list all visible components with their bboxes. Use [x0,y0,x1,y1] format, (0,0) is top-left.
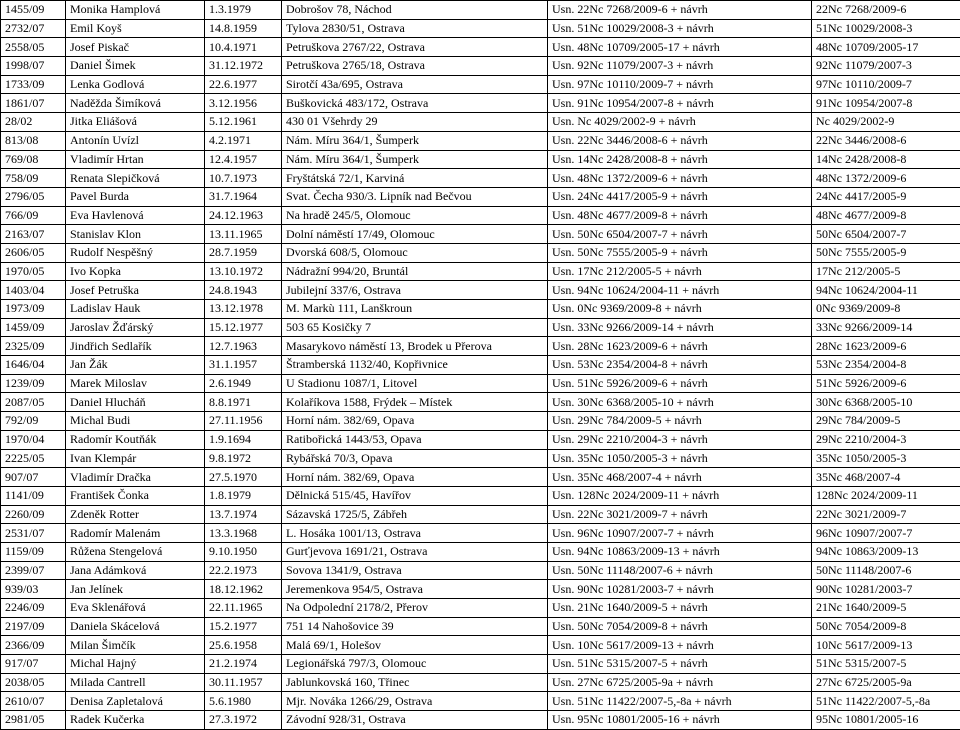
cell-address: Nádražní 994/20, Bruntál [282,262,548,281]
cell-file-reference: 17Nc 212/2005-5 [812,262,960,281]
cell-birth-date: 18.12.1962 [205,580,282,599]
cell-birth-date: 22.2.1973 [205,561,282,580]
cell-birth-date: 27.11.1956 [205,412,282,431]
cell-name: Michal Budi [66,412,205,431]
cell-address: Sovova 1341/9, Ostrava [282,561,548,580]
cell-file-reference: 35Nc 468/2007-4 [812,468,960,487]
cell-name: Vladimír Dračka [66,468,205,487]
cell-name: Zdeněk Rotter [66,505,205,524]
cell-name: Josef Piskač [66,38,205,57]
cell-resolution: Usn. 51Nc 5926/2009-6 + návrh [548,374,812,393]
cell-address: Dolní náměstí 17/49, Olomouc [282,225,548,244]
cell-birth-date: 27.3.1972 [205,711,282,730]
cell-birth-date: 15.2.1977 [205,617,282,636]
cell-resolution: Usn. 22Nc 7268/2009-6 + návrh [548,1,812,20]
cell-name: Josef Petruška [66,281,205,300]
table-row [1,655,960,674]
cell-file-reference: 22Nc 3021/2009-7 [812,505,960,524]
cell-file-reference: 96Nc 10907/2007-7 [812,524,960,543]
cell-case-number: 1998/07 [1,57,66,76]
cell-name: Naděžda Šimíková [66,94,205,113]
cell-resolution: Usn. 51Nc 5315/2007-5 + návrh [548,655,812,674]
cell-resolution: Usn. 22Nc 3021/2009-7 + návrh [548,505,812,524]
table-row [1,599,960,618]
cell-address: Na Odpolední 2178/2, Přerov [282,599,548,618]
cell-case-number: 2366/09 [1,636,66,655]
cell-address: Legionářská 797/3, Olomouc [282,655,548,674]
cell-case-number: 1970/04 [1,430,66,449]
cell-address: U Stadionu 1087/1, Litovel [282,374,548,393]
table-row [1,430,960,449]
cell-birth-date: 31.1.1957 [205,356,282,375]
cell-name: Daniel Šimek [66,57,205,76]
cell-birth-date: 12.4.1957 [205,150,282,169]
cell-birth-date: 31.12.1972 [205,57,282,76]
cell-name: Rudolf Nespěšný [66,243,205,262]
cell-resolution: Usn. 94Nc 10624/2004-11 + návrh [548,281,812,300]
cell-name: Jaroslav Žďárský [66,318,205,337]
cell-case-number: 1646/04 [1,356,66,375]
cell-address: 751 14 Nahošovice 39 [282,617,548,636]
cell-file-reference: 10Nc 5617/2009-13 [812,636,960,655]
cell-birth-date: 28.7.1959 [205,243,282,262]
cell-case-number: 917/07 [1,655,66,674]
cell-birth-date: 25.6.1958 [205,636,282,655]
cell-case-number: 758/09 [1,169,66,188]
cell-birth-date: 10.4.1971 [205,38,282,57]
cell-case-number: 813/08 [1,131,66,150]
cell-address: Závodní 928/31, Ostrava [282,711,548,730]
cell-file-reference: Nc 4029/2002-9 [812,113,960,132]
table-row [1,206,960,225]
cell-resolution: Usn. 128Nc 2024/2009-11 + návrh [548,486,812,505]
table-row [1,393,960,412]
cell-birth-date: 1.8.1979 [205,486,282,505]
table-row [1,57,960,76]
cell-case-number: 1459/09 [1,318,66,337]
cell-case-number: 769/08 [1,150,66,169]
cell-name: Emil Koyš [66,19,205,38]
cell-resolution: Usn. 91Nc 10954/2007-8 + návrh [548,94,812,113]
table-row [1,150,960,169]
cell-name: Radomír Malenám [66,524,205,543]
cell-resolution: Usn. 10Nc 5617/2009-13 + návrh [548,636,812,655]
cell-resolution: Usn. 35Nc 1050/2005-3 + návrh [548,449,812,468]
cell-file-reference: 27Nc 6725/2005-9a [812,673,960,692]
cell-case-number: 2981/05 [1,711,66,730]
cell-case-number: 1239/09 [1,374,66,393]
cell-case-number: 1455/09 [1,1,66,20]
cell-case-number: 2246/09 [1,599,66,618]
cell-resolution: Usn. 48Nc 10709/2005-17 + návrh [548,38,812,57]
cell-file-reference: 22Nc 7268/2009-6 [812,1,960,20]
cell-case-number: 2531/07 [1,524,66,543]
cell-name: Jitka Eliášová [66,113,205,132]
cell-name: Radek Kučerka [66,711,205,730]
cell-resolution: Usn. 48Nc 1372/2009-6 + návrh [548,169,812,188]
cell-birth-date: 2.6.1949 [205,374,282,393]
cell-case-number: 2796/05 [1,187,66,206]
cell-case-number: 2558/05 [1,38,66,57]
cell-file-reference: 51Nc 10029/2008-3 [812,19,960,38]
table-row [1,19,960,38]
cell-address: Rybářská 70/3, Opava [282,449,548,468]
table-row [1,449,960,468]
cell-address: Sirotčí 43a/695, Ostrava [282,75,548,94]
cell-resolution: Usn. 53Nc 2354/2004-8 + návrh [548,356,812,375]
table-row [1,673,960,692]
cell-address: Petruškova 2767/22, Ostrava [282,38,548,57]
table-row [1,262,960,281]
table-row [1,38,960,57]
cell-resolution: Usn. 21Nc 1640/2009-5 + návrh [548,599,812,618]
cell-birth-date: 24.8.1943 [205,281,282,300]
table-row [1,505,960,524]
cell-birth-date: 22.6.1977 [205,75,282,94]
cell-name: Stanislav Klon [66,225,205,244]
table-row [1,281,960,300]
cell-file-reference: 50Nc 11148/2007-6 [812,561,960,580]
table-row [1,486,960,505]
cell-file-reference: 33Nc 9266/2009-14 [812,318,960,337]
cell-address: Dělnická 515/45, Havířov [282,486,548,505]
table-row [1,300,960,319]
cell-file-reference: 91Nc 10954/2007-8 [812,94,960,113]
cell-address: Nám. Míru 364/1, Šumperk [282,131,548,150]
cell-name: František Čonka [66,486,205,505]
cell-resolution: Usn. 27Nc 6725/2005-9a + návrh [548,673,812,692]
cell-birth-date: 8.8.1971 [205,393,282,412]
cell-file-reference: 35Nc 1050/2005-3 [812,449,960,468]
cell-address: Mjr. Nováka 1266/29, Ostrava [282,692,548,711]
table-row [1,542,960,561]
cell-name: Růžena Stengelová [66,542,205,561]
cell-birth-date: 13.11.1965 [205,225,282,244]
cell-address: Horní nám. 382/69, Opava [282,412,548,431]
cell-birth-date: 10.7.1973 [205,169,282,188]
cell-name: Michal Hajný [66,655,205,674]
cell-address: Buškovická 483/172, Ostrava [282,94,548,113]
cell-file-reference: 90Nc 10281/2003-7 [812,580,960,599]
cell-resolution: Usn. 92Nc 11079/2007-3 + návrh [548,57,812,76]
cell-case-number: 939/03 [1,580,66,599]
cell-case-number: 766/09 [1,206,66,225]
cell-address: Štramberská 1132/40, Kopřivnice [282,356,548,375]
cell-resolution: Usn. 29Nc 2210/2004-3 + návrh [548,430,812,449]
cell-name: Pavel Burda [66,187,205,206]
table-row [1,468,960,487]
cell-address: Dobrošov 78, Náchod [282,1,548,20]
cell-resolution: Usn. 90Nc 10281/2003-7 + návrh [548,580,812,599]
cell-file-reference: 30Nc 6368/2005-10 [812,393,960,412]
cell-birth-date: 30.11.1957 [205,673,282,692]
cell-resolution: Usn. 24Nc 4417/2005-9 + návrh [548,187,812,206]
cell-address: Sázavská 1725/5, Zábřeh [282,505,548,524]
cell-file-reference: 51Nc 5315/2007-5 [812,655,960,674]
cell-resolution: Usn. 17Nc 212/2005-5 + návrh [548,262,812,281]
cell-case-number: 1141/09 [1,486,66,505]
cell-file-reference: 50Nc 7555/2005-9 [812,243,960,262]
table-row [1,187,960,206]
table-row [1,113,960,132]
cell-resolution: Usn. 28Nc 1623/2009-6 + návrh [548,337,812,356]
cell-case-number: 2260/09 [1,505,66,524]
table-row [1,524,960,543]
cell-file-reference: 128Nc 2024/2009-11 [812,486,960,505]
table-row [1,412,960,431]
cell-name: Eva Havlenová [66,206,205,225]
table-row [1,337,960,356]
cell-file-reference: 29Nc 784/2009-5 [812,412,960,431]
table-row [1,169,960,188]
cell-case-number: 1970/05 [1,262,66,281]
cell-name: Eva Sklenářová [66,599,205,618]
cell-address: Kolaříkova 1588, Frýdek – Místek [282,393,548,412]
cell-address: Svat. Čecha 930/3. Lipník nad Bečvou [282,187,548,206]
cell-resolution: Usn. 51Nc 10029/2008-3 + návrh [548,19,812,38]
cell-resolution: Usn. 94Nc 10863/2009-13 + návrh [548,542,812,561]
cell-file-reference: 14Nc 2428/2008-8 [812,150,960,169]
cell-address: M. Markù 111, Lanškroun [282,300,548,319]
cell-name: Renata Slepičková [66,169,205,188]
cell-file-reference: 97Nc 10110/2009-7 [812,75,960,94]
cell-birth-date: 5.12.1961 [205,113,282,132]
table-row [1,356,960,375]
cell-file-reference: 94Nc 10863/2009-13 [812,542,960,561]
cell-address: 430 01 Všehrdy 29 [282,113,548,132]
table-row [1,1,960,20]
cell-case-number: 2087/05 [1,393,66,412]
cell-address: Horní nám. 382/69, Opava [282,468,548,487]
cell-resolution: Usn. 14Nc 2428/2008-8 + návrh [548,150,812,169]
cell-name: Denisa Zapletalová [66,692,205,711]
cell-resolution: Usn. Nc 4029/2002-9 + návrh [548,113,812,132]
cell-name: Jan Jelínek [66,580,205,599]
cell-birth-date: 13.7.1974 [205,505,282,524]
cell-case-number: 28/02 [1,113,66,132]
cell-file-reference: 48Nc 1372/2009-6 [812,169,960,188]
cell-case-number: 2606/05 [1,243,66,262]
cell-file-reference: 92Nc 11079/2007-3 [812,57,960,76]
cell-name: Ivan Klempár [66,449,205,468]
cell-case-number: 2038/05 [1,673,66,692]
cell-file-reference: 94Nc 10624/2004-11 [812,281,960,300]
table-row [1,561,960,580]
cell-case-number: 2399/07 [1,561,66,580]
cell-case-number: 2325/09 [1,337,66,356]
cell-address: Na hradě 245/5, Olomouc [282,206,548,225]
cell-address: Malá 69/1, Holešov [282,636,548,655]
cell-birth-date: 15.12.1977 [205,318,282,337]
cell-address: Nám. Míru 364/1, Šumperk [282,150,548,169]
cell-name: Milada Cantrell [66,673,205,692]
cell-resolution: Usn. 0Nc 9369/2009-8 + návrh [548,300,812,319]
cell-resolution: Usn. 33Nc 9266/2009-14 + návrh [548,318,812,337]
cell-name: Milan Šimčík [66,636,205,655]
cell-resolution: Usn. 96Nc 10907/2007-7 + návrh [548,524,812,543]
cell-resolution: Usn. 35Nc 468/2007-4 + návrh [548,468,812,487]
cell-file-reference: 51Nc 5926/2009-6 [812,374,960,393]
table-row [1,692,960,711]
cell-case-number: 1733/09 [1,75,66,94]
cell-address: L. Hosáka 1001/13, Ostrava [282,524,548,543]
cell-address: Gurťjevova 1691/21, Ostrava [282,542,548,561]
cell-birth-date: 9.8.1972 [205,449,282,468]
cell-name: Jana Adámková [66,561,205,580]
cell-birth-date: 13.12.1978 [205,300,282,319]
cell-address: Jubilejní 337/6, Ostrava [282,281,548,300]
table-row [1,374,960,393]
cell-birth-date: 22.11.1965 [205,599,282,618]
cell-birth-date: 13.10.1972 [205,262,282,281]
cell-birth-date: 24.12.1963 [205,206,282,225]
cell-birth-date: 1.3.1979 [205,1,282,20]
cell-birth-date: 3.12.1956 [205,94,282,113]
table-row [1,131,960,150]
cell-name: Ivo Kopka [66,262,205,281]
cell-name: Antonín Uvízl [66,131,205,150]
cell-birth-date: 1.9.1694 [205,430,282,449]
table-row [1,711,960,730]
cell-address: Fryštátská 72/1, Karviná [282,169,548,188]
cell-address: Ratibořická 1443/53, Opava [282,430,548,449]
cell-case-number: 2197/09 [1,617,66,636]
cell-file-reference: 48Nc 10709/2005-17 [812,38,960,57]
cell-file-reference: 95Nc 10801/2005-16 [812,711,960,730]
cell-resolution: Usn. 95Nc 10801/2005-16 + návrh [548,711,812,730]
cell-address: 503 65 Kosičky 7 [282,318,548,337]
cell-case-number: 2732/07 [1,19,66,38]
cell-address: Tylova 2830/51, Ostrava [282,19,548,38]
cell-birth-date: 12.7.1963 [205,337,282,356]
cell-resolution: Usn. 51Nc 11422/2007-5,-8a + návrh [548,692,812,711]
cell-file-reference: 0Nc 9369/2009-8 [812,300,960,319]
cell-file-reference: 28Nc 1623/2009-6 [812,337,960,356]
cell-resolution: Usn. 50Nc 6504/2007-7 + návrh [548,225,812,244]
cell-case-number: 1403/04 [1,281,66,300]
cell-name: Monika Hamplová [66,1,205,20]
cell-file-reference: 50Nc 7054/2009-8 [812,617,960,636]
cell-birth-date: 14.8.1959 [205,19,282,38]
cell-name: Marek Miloslav [66,374,205,393]
cell-file-reference: 48Nc 4677/2009-8 [812,206,960,225]
cell-case-number: 907/07 [1,468,66,487]
cell-file-reference: 50Nc 6504/2007-7 [812,225,960,244]
table-row [1,580,960,599]
cell-case-number: 2225/05 [1,449,66,468]
cell-resolution: Usn. 22Nc 3446/2008-6 + návrh [548,131,812,150]
cell-resolution: Usn. 48Nc 4677/2009-8 + návrh [548,206,812,225]
cell-case-number: 2610/07 [1,692,66,711]
cell-case-number: 1973/09 [1,300,66,319]
cell-birth-date: 13.3.1968 [205,524,282,543]
table-row [1,75,960,94]
cell-case-number: 1861/07 [1,94,66,113]
cell-name: Daniela Skácelová [66,617,205,636]
cell-birth-date: 4.2.1971 [205,131,282,150]
cell-case-number: 2163/07 [1,225,66,244]
table-row [1,243,960,262]
cell-resolution: Usn. 97Nc 10110/2009-7 + návrh [548,75,812,94]
cell-name: Ladislav Hauk [66,300,205,319]
cell-file-reference: 29Nc 2210/2004-3 [812,430,960,449]
cell-birth-date: 21.2.1974 [205,655,282,674]
cell-name: Lenka Godlová [66,75,205,94]
cell-name: Daniel Hlucháň [66,393,205,412]
table-row [1,636,960,655]
cell-case-number: 792/09 [1,412,66,431]
cell-name: Jan Žák [66,356,205,375]
cell-birth-date: 27.5.1970 [205,468,282,487]
cell-file-reference: 22Nc 3446/2008-6 [812,131,960,150]
cell-address: Petruškova 2765/18, Ostrava [282,57,548,76]
cell-name: Jindřich Sedlařík [66,337,205,356]
cell-file-reference: 21Nc 1640/2009-5 [812,599,960,618]
cell-resolution: Usn. 50Nc 11148/2007-6 + návrh [548,561,812,580]
cell-resolution: Usn. 29Nc 784/2009-5 + návrh [548,412,812,431]
cell-address: Jeremenkova 954/5, Ostrava [282,580,548,599]
cell-resolution: Usn. 50Nc 7054/2009-8 + návrh [548,617,812,636]
table-row [1,94,960,113]
cell-name: Radomír Koutňák [66,430,205,449]
cell-address: Masarykovo náměstí 13, Brodek u Přerova [282,337,548,356]
table-row [1,225,960,244]
cell-birth-date: 9.10.1950 [205,542,282,561]
cell-case-number: 1159/09 [1,542,66,561]
table-row [1,318,960,337]
cell-resolution: Usn. 50Nc 7555/2005-9 + návrh [548,243,812,262]
records-table-body [1,1,960,730]
cell-file-reference: 24Nc 4417/2005-9 [812,187,960,206]
cell-birth-date: 31.7.1964 [205,187,282,206]
cell-file-reference: 51Nc 11422/2007-5,-8a [812,692,960,711]
cell-name: Vladimír Hrtan [66,150,205,169]
cell-resolution: Usn. 30Nc 6368/2005-10 + návrh [548,393,812,412]
cell-address: Dvorská 608/5, Olomouc [282,243,548,262]
cell-file-reference: 53Nc 2354/2004-8 [812,356,960,375]
cell-birth-date: 5.6.1980 [205,692,282,711]
table-row [1,617,960,636]
cell-address: Jablunkovská 160, Třinec [282,673,548,692]
